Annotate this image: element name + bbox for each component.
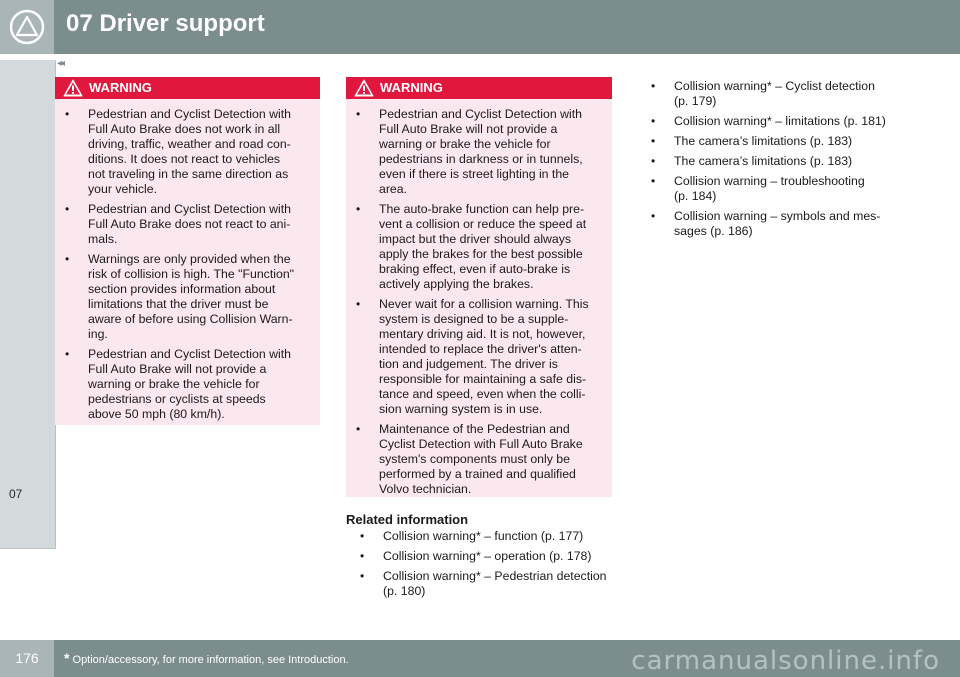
footnote-text: Option/accessory, for more information, see Introduction.: [69, 654, 349, 666]
warning-title: WARNING: [380, 80, 443, 95]
related-link[interactable]: • The camera’s limitations (p. 183): [641, 154, 901, 169]
related-links-list-middle: [350, 529, 620, 604]
warning-bar: [55, 77, 320, 99]
warning-box-middle: [346, 77, 612, 497]
page-number: 176: [0, 640, 54, 677]
list-item: • Pedestrian and Cyclist Detection with Full Auto Brake does not react to ani- mals.: [55, 202, 320, 247]
chapter-side-tab[interactable]: [0, 60, 56, 549]
related-link[interactable]: • Collision warning* – Pedestrian detection (p. 180): [350, 569, 620, 599]
related-link[interactable]: • Collision warning* – function (p. 177): [350, 529, 620, 544]
header-icon-box: [0, 0, 54, 54]
related-link[interactable]: • The camera’s limitations (p. 183): [641, 134, 901, 149]
related-links-list-right: [641, 79, 901, 244]
back-arrows-icon[interactable]: ◂◂: [57, 58, 64, 69]
list-item: • Pedestrian and Cyclist Detection with Full Auto Brake does not work in all driving, traffic, weather and road con- ditions. It does not react to vehicles not traveling in the same direction as your vehicle.: [55, 107, 320, 197]
footnote: [64, 650, 349, 666]
related-link[interactable]: • Collision warning* – Cyclist detection (p. 179): [641, 79, 901, 109]
chapter-title: 07 Driver support: [66, 10, 265, 37]
warning-icon: [354, 79, 374, 97]
warning-icon: [63, 79, 83, 97]
related-link[interactable]: • Collision warning* – limitations (p. 181): [641, 114, 901, 129]
list-item: • Never wait for a collision warning. This system is designed to be a supple- mentary driving aid. It is not, however, intended to replace the driver's atten- tion and judgement. The driver is responsible for maintaining a safe dis- tance and speed, even when the colli- sion warning system is in use.: [346, 297, 612, 417]
footnote-star: *: [64, 650, 70, 666]
related-link[interactable]: • Collision warning – troubleshooting (p. 184): [641, 174, 901, 204]
list-item: • Pedestrian and Cyclist Detection with Full Auto Brake will not provide a warning or brake the vehicle for pedestrians in darkness or in tunnels, even if there is street lighting in the area.: [346, 107, 612, 197]
warning-list: [346, 107, 612, 497]
related-link[interactable]: • Collision warning* – operation (p. 178): [350, 549, 620, 564]
warning-bar: [346, 77, 612, 99]
related-link[interactable]: • Collision warning – symbols and mes- sages (p. 186): [641, 209, 901, 239]
list-item: • Maintenance of the Pedestrian and Cyclist Detection with Full Auto Brake system's components must only be performed by a trained and qualified Volvo technician.: [346, 422, 612, 497]
warning-title: WARNING: [89, 80, 152, 95]
list-item: • Warnings are only provided when the risk of collision is high. The "Function" section provides information about limitations that the driver must be aware of before using Collision Warn- ing.: [55, 252, 320, 342]
related-information-heading: Related information: [346, 512, 469, 527]
page-header: [0, 0, 960, 54]
warning-box-left: [55, 77, 320, 425]
watermark: carmanualsonline.info: [631, 646, 940, 676]
list-item: • Pedestrian and Cyclist Detection with Full Auto Brake will not provide a warning or brake the vehicle for pedestrians or cyclists at speeds above 50 mph (80 km/h).: [55, 347, 320, 422]
list-item: • The auto-brake function can help pre- vent a collision or reduce the speed at impact but the driver should always apply the brakes for the best possible braking effect, even if auto-brake is actively applying the brakes.: [346, 202, 612, 292]
chapter-side-tab-label: 07: [9, 487, 23, 501]
warning-list: [55, 107, 320, 422]
warning-triangle-icon: [9, 9, 45, 45]
